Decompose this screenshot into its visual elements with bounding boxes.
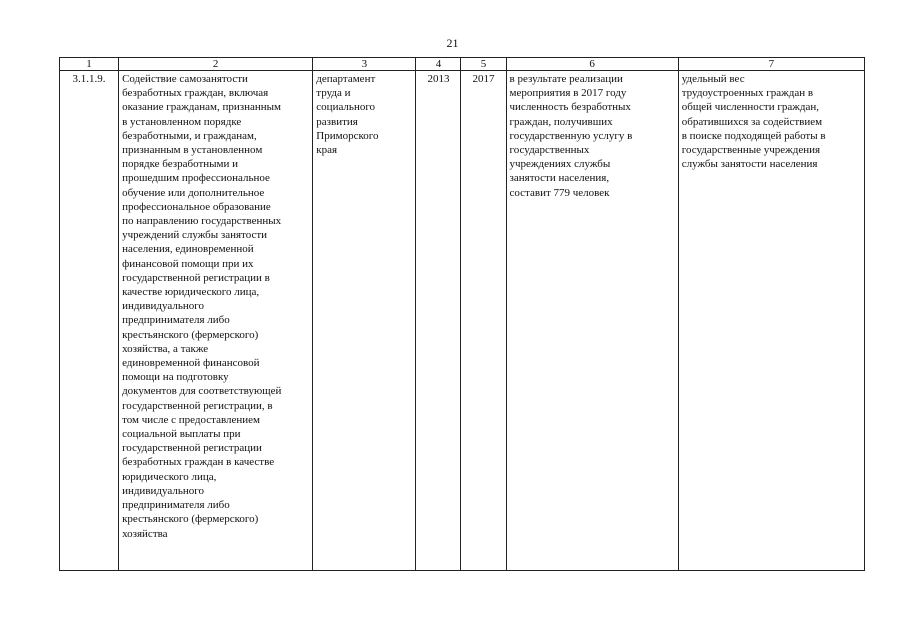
- table-row: [60, 71, 865, 571]
- measure-number-cell: 3.1.1.9.: [60, 71, 119, 571]
- column-number-5: 5: [461, 58, 506, 71]
- table-header-row: [60, 58, 865, 71]
- measure-name-cell: Содействие самозанятости безработных граждан, включая оказание гражданам, признанным в установленном порядке безработными, и гражданам, признанным в установленном порядке безработными и прошедшим профессиональное обучение или дополнительное профессиональное образование по направлению государственных учреждений службы занятости населения, единовременной финансовой помощи при их государственной регистрации в качестве юридического лица, индивидуального предпринимателя либо крестьянского (фермерского) хозяйства, а также единовременной финансовой помощи на подготовку документов для соответствующей государственной регистрации, в том числе с предоставлением социальной выплаты при государственной регистрации безработных граждан в качестве юридического лица, индивидуального предпринимателя либо крестьянского (фермерского) хозяйства: [119, 71, 313, 571]
- column-number-2: 2: [119, 58, 313, 71]
- expected-result-cell: в результате реализации мероприятия в 2017 году численность безработных граждан, получивших государственную услугу в государственных учреждениях службы занятости населения, составит 779 человек: [506, 71, 678, 571]
- indicator-cell: удельный вес трудоустроенных граждан в общей численности граждан, обратившихся за содействием в поиске подходящей работы в государственные учреждения службы занятости населения: [678, 71, 864, 571]
- program-measures-table: [59, 57, 865, 571]
- executor-cell: департамент труда и социального развития Приморского края: [313, 71, 416, 571]
- end-year-cell: 2017: [461, 71, 506, 571]
- column-number-3: 3: [313, 58, 416, 71]
- column-number-4: 4: [416, 58, 461, 71]
- column-number-6: 6: [506, 58, 678, 71]
- column-number-7: 7: [678, 58, 864, 71]
- start-year-cell: 2013: [416, 71, 461, 571]
- page-number: 21: [446, 36, 459, 50]
- column-number-1: 1: [60, 58, 119, 71]
